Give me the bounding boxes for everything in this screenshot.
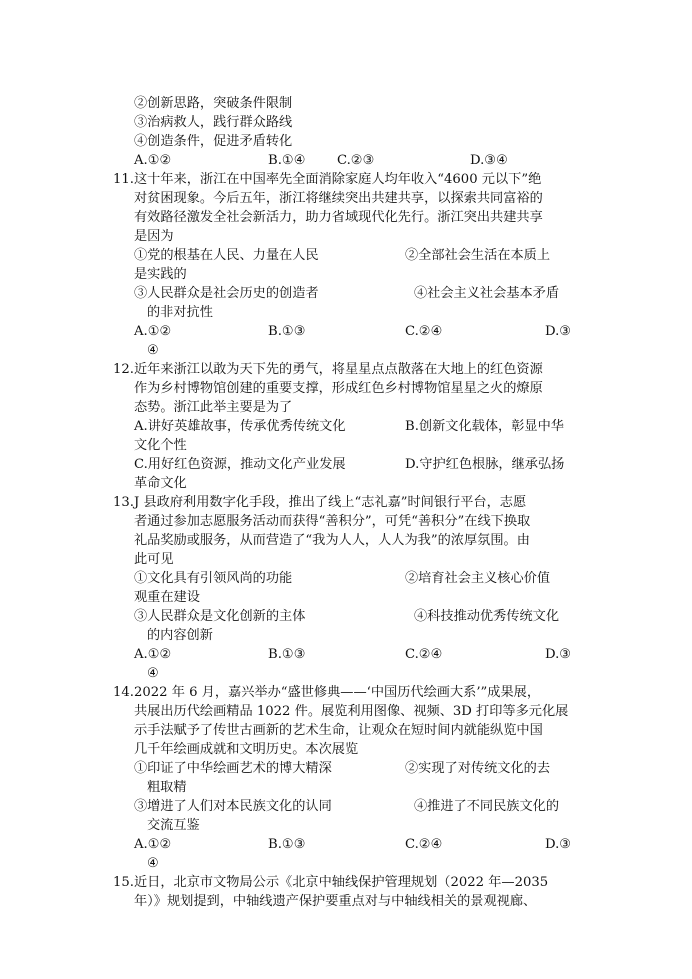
q14-item-2-cont: 粗取精	[147, 780, 187, 795]
q11-option-a: A.①②	[134, 324, 172, 339]
q15-stem-line-2: 年）》规划提到，中轴线遗产保护要重点对与中轴线相关的景观视廊、	[134, 894, 537, 909]
q14-stem-line-3: 示手法赋予了传世古画新的艺术生命，让观众在短时间内就能纵览中国	[134, 723, 543, 738]
q14-item-3: ③增进了人们对本民族文化的认同	[134, 799, 332, 814]
q14-stem-line-2: 共展出历代绘画精品 1022 件。展览利用图像、视频、3D 打印等多元化展	[134, 704, 569, 719]
q11-item-1: ①党的根基在人民、力量在人民	[134, 248, 319, 263]
q14-stem-line-1: 14.2022 年 6 月，嘉兴举办“盛世修典——‘中国历代绘画大系’”成果展，	[113, 685, 541, 700]
q14-stem-line-4: 几千年绘画成就和文明历史。本次展览	[134, 742, 359, 757]
q15-stem-line-1: 15.近日，北京市文物局公示《北京中轴线保护管理规划（2022 年—2035	[113, 875, 549, 890]
q12-option-b: B.创新文化载体，彰显中华	[405, 419, 564, 434]
q12-option-d-cont: 革命文化	[134, 476, 187, 491]
q13-stem-line-1: 13.J 县政府利用数字化手段，推出了线上“志礼嘉”时间银行平台，志愿	[113, 495, 527, 510]
q13-option-c: C.②④	[405, 647, 443, 662]
q11-stem-line-2: 对贫困现象。今后五年，浙江将继续突出共建共享，以探索共同富裕的	[134, 191, 543, 206]
q14-option-b: B.①③	[268, 837, 306, 852]
q11-item-3: ③人民群众是社会历史的创造者	[134, 286, 319, 301]
q13-stem-line-2: 者通过参加志愿服务活动而获得“善积分”，可凭“善积分”在线下换取	[134, 514, 531, 529]
q14-option-c: C.②④	[405, 837, 443, 852]
q11-item-4-cont: 的非对抗性	[147, 305, 213, 320]
q13-option-d-cont: ④	[147, 666, 159, 681]
q11-stem-line-4: 是因为	[134, 229, 174, 244]
q10-item-4: ④创造条件，促进矛盾转化	[134, 134, 293, 149]
q13-item-4-cont: 的内容创新	[147, 628, 213, 643]
q12-stem-line-1: 12.近年来浙江以敢为天下先的勇气，将星星点点散落在大地上的红色资源	[113, 362, 543, 377]
q11-item-2-cont: 是实践的	[134, 267, 187, 282]
q11-option-d-cont: ④	[147, 343, 159, 358]
q13-option-d: D.③	[545, 647, 572, 662]
q12-stem-line-2: 作为乡村博物馆创建的重要支撑，形成红色乡村博物馆星星之火的燎原	[134, 381, 543, 396]
q11-option-b: B.①③	[268, 324, 306, 339]
q11-stem-line-3: 有效路径激发全社会新活力，助力省域现代化先行。浙江突出共建共享	[134, 210, 543, 225]
q14-item-2: ②实现了对传统文化的去	[405, 761, 551, 776]
q13-stem-line-4: 此可见	[134, 552, 174, 567]
q11-item-4: ④社会主义社会基本矛盾	[414, 286, 560, 301]
q10-option-a: A.①②	[134, 153, 172, 168]
q11-item-2: ②全部社会生活在本质上	[405, 248, 551, 263]
q10-option-c: C.②③	[337, 153, 375, 168]
q12-option-c: C.用好红色资源，推动文化产业发展	[134, 457, 346, 472]
q14-item-4-cont: 交流互鉴	[147, 818, 200, 833]
q13-item-1: ①文化具有引领风尚的功能	[134, 571, 293, 586]
q13-item-2-cont: 观重在建设	[134, 590, 200, 605]
q13-option-a: A.①②	[134, 647, 172, 662]
q12-option-a: A.讲好英雄故事，传承优秀传统文化	[134, 419, 346, 434]
q12-option-b-cont: 文化个性	[134, 438, 187, 453]
q11-option-c: C.②④	[405, 324, 443, 339]
q10-item-2: ②创新思路，突破条件限制	[134, 96, 293, 111]
q10-option-b: B.①④	[268, 153, 306, 168]
q14-item-4: ④推进了不同民族文化的	[414, 799, 560, 814]
q10-item-3: ③治病救人，践行群众路线	[134, 115, 293, 130]
q14-option-a: A.①②	[134, 837, 172, 852]
q12-stem-line-3: 态势。浙江此举主要是为了	[134, 400, 293, 415]
q10-option-d: D.③④	[470, 153, 508, 168]
q11-stem-line-1: 11.这十年来，浙江在中国率先全面消除家庭人均年收入“4600 元以下”绝	[113, 172, 542, 187]
q11-option-d: D.③	[545, 324, 572, 339]
q13-item-3: ③人民群众是文化创新的主体	[134, 609, 306, 624]
q13-stem-line-3: 礼品奖励或服务，从而营造了“我为人人，人人为我”的浓厚氛围。由	[134, 533, 530, 548]
q14-option-d: D.③	[545, 837, 572, 852]
q14-item-1: ①印证了中华绘画艺术的博大精深	[134, 761, 332, 776]
q13-option-b: B.①③	[268, 647, 306, 662]
q13-item-2: ②培育社会主义核心价值	[405, 571, 551, 586]
q14-option-d-cont: ④	[147, 856, 159, 871]
q12-option-d: D.守护红色根脉，继承弘扬	[405, 457, 565, 472]
q13-item-4: ④科技推动优秀传统文化	[414, 609, 560, 624]
